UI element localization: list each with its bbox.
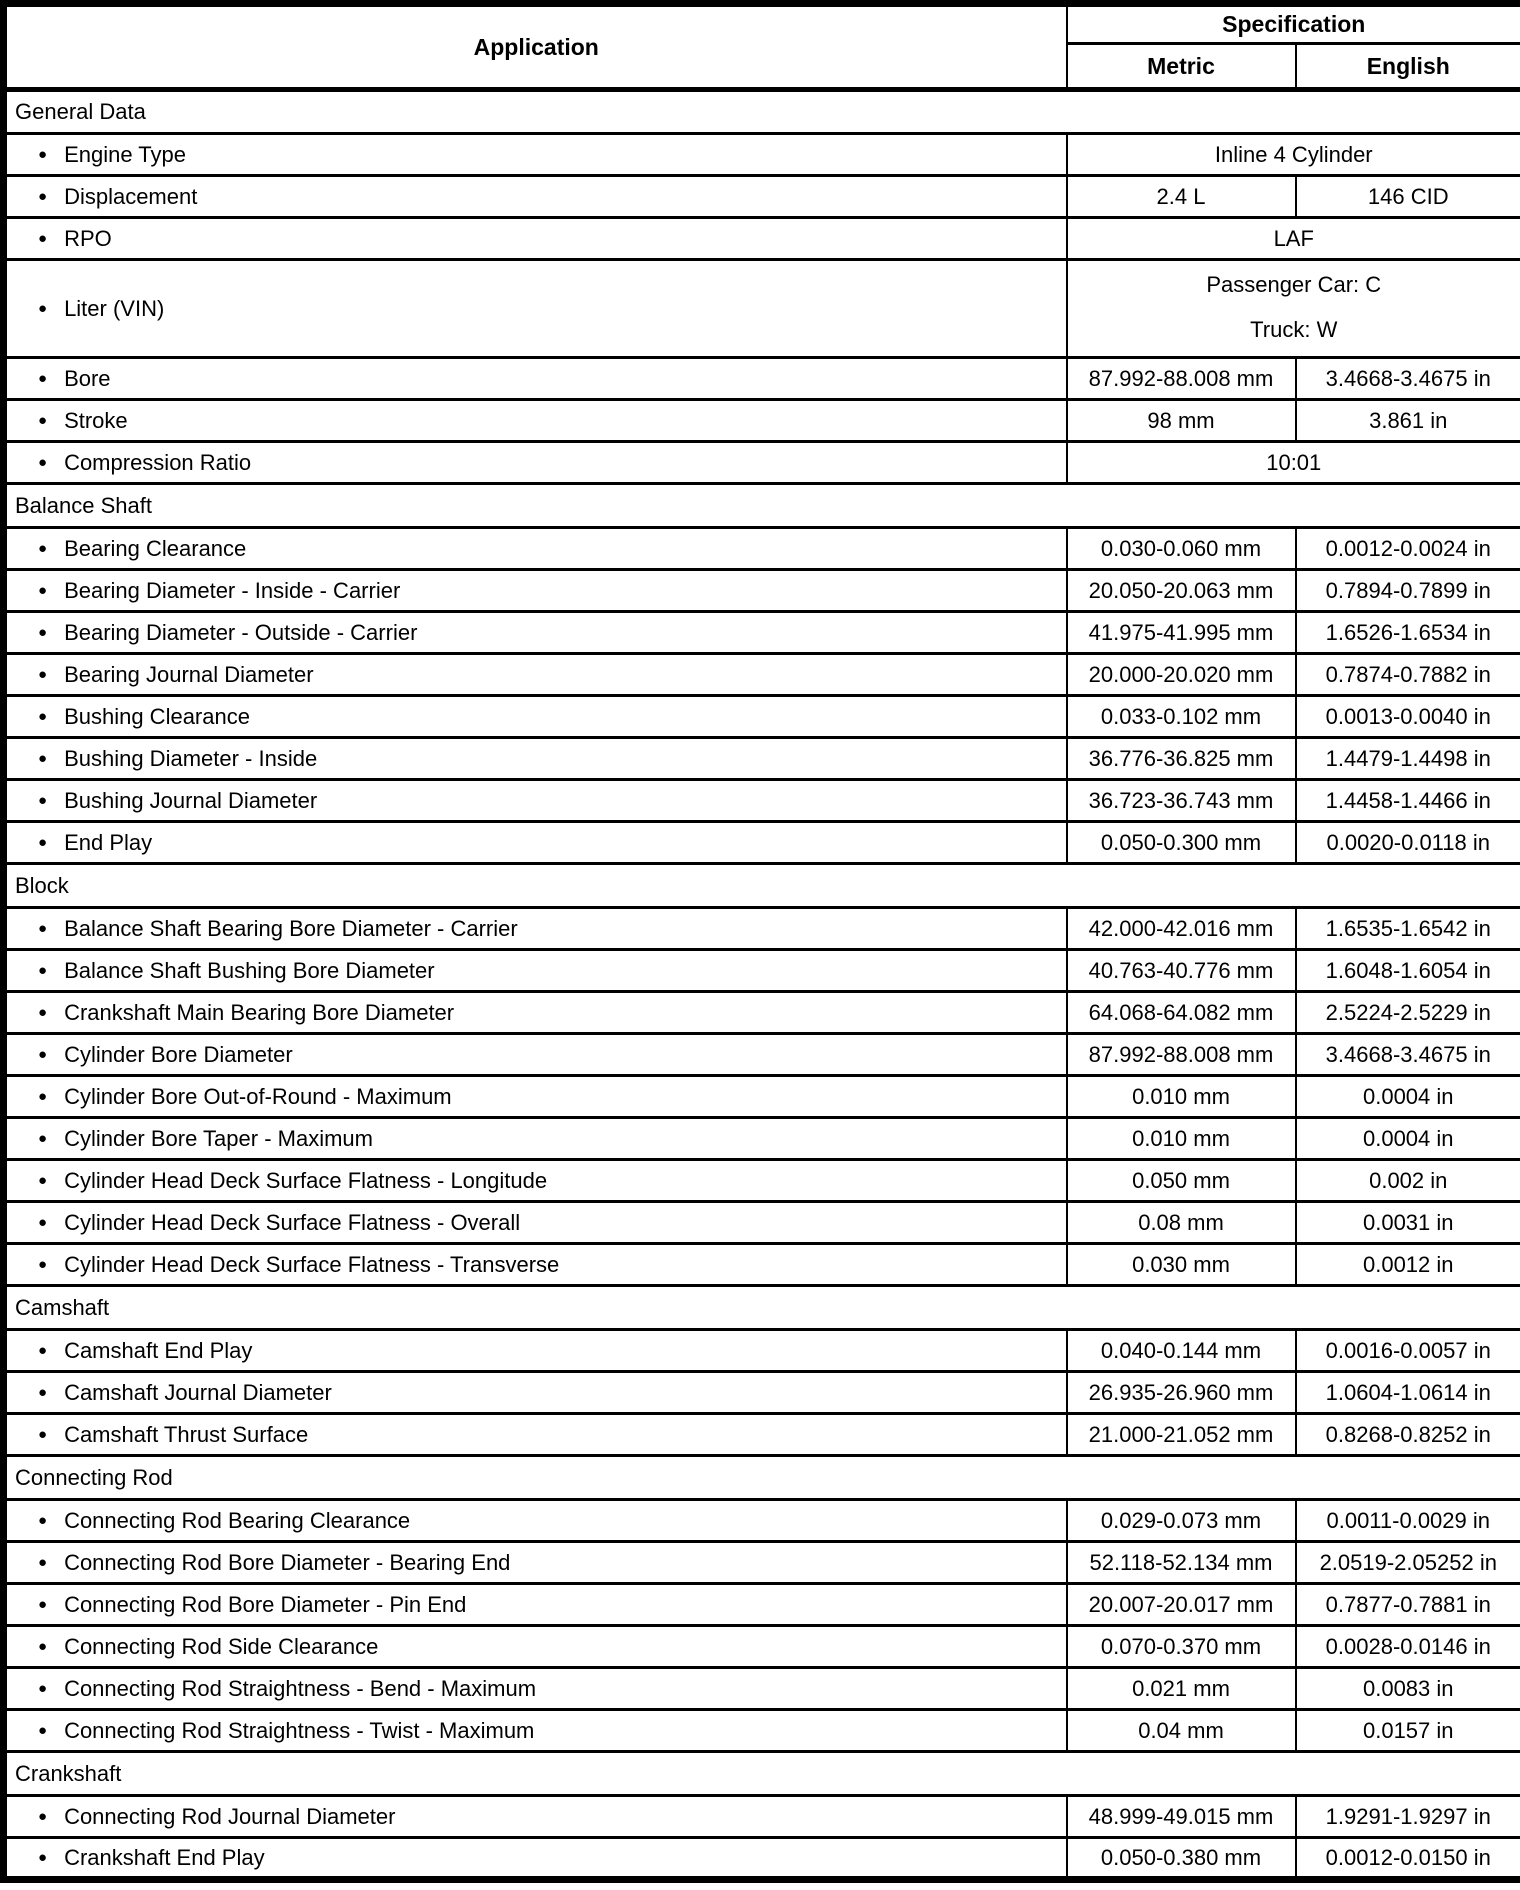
bullet-icon: ● bbox=[38, 1342, 48, 1359]
table-row bbox=[4, 992, 1520, 1034]
metric-value: 0.040-0.144 mm bbox=[1067, 1330, 1296, 1372]
application-cell bbox=[4, 1372, 1067, 1414]
table-row bbox=[4, 780, 1520, 822]
bullet-icon: ● bbox=[38, 370, 48, 387]
table-row bbox=[4, 1626, 1520, 1668]
application-label: Bushing Journal Diameter bbox=[64, 787, 318, 813]
table-row bbox=[4, 1202, 1520, 1244]
metric-value: 0.070-0.370 mm bbox=[1067, 1626, 1296, 1668]
english-value: 1.0604-1.0614 in bbox=[1296, 1372, 1520, 1414]
bullet-icon: ● bbox=[38, 1130, 48, 1147]
metric-value: 0.021 mm bbox=[1067, 1668, 1296, 1710]
application-cell bbox=[4, 1796, 1067, 1838]
application-label: Cylinder Head Deck Surface Flatness - Overall bbox=[64, 1209, 521, 1235]
metric-value: 0.04 mm bbox=[1067, 1710, 1296, 1752]
english-value: 0.0031 in bbox=[1296, 1202, 1520, 1244]
application-label: Cylinder Bore Out-of-Round - Maximum bbox=[64, 1083, 452, 1109]
application-label: Cylinder Head Deck Surface Flatness - Transverse bbox=[64, 1251, 560, 1277]
application-cell bbox=[4, 1584, 1067, 1626]
application-cell bbox=[4, 528, 1067, 570]
section-title: Block bbox=[4, 864, 1520, 908]
application-label: Camshaft End Play bbox=[64, 1337, 253, 1363]
table-row bbox=[4, 1584, 1520, 1626]
application-label: Camshaft Thrust Surface bbox=[64, 1421, 309, 1447]
english-value: 3.4668-3.4675 in bbox=[1296, 1034, 1520, 1076]
section-row bbox=[4, 1286, 1520, 1330]
application-cell bbox=[4, 612, 1067, 654]
bullet-icon: ● bbox=[38, 1004, 48, 1021]
application-cell bbox=[4, 400, 1067, 442]
application-label: Liter (VIN) bbox=[64, 295, 165, 321]
table-row bbox=[4, 908, 1520, 950]
table-row bbox=[4, 612, 1520, 654]
metric-value: 21.000-21.052 mm bbox=[1067, 1414, 1296, 1456]
table-row bbox=[4, 134, 1520, 176]
metric-value: 36.776-36.825 mm bbox=[1067, 738, 1296, 780]
table-row bbox=[4, 1710, 1520, 1752]
application-label: Connecting Rod Bore Diameter - Pin End bbox=[64, 1591, 467, 1617]
application-cell bbox=[4, 1244, 1067, 1286]
english-value: 1.4458-1.4466 in bbox=[1296, 780, 1520, 822]
application-cell bbox=[4, 1626, 1067, 1668]
bullet-icon: ● bbox=[38, 1256, 48, 1273]
table-row bbox=[4, 1500, 1520, 1542]
bullet-icon: ● bbox=[38, 1426, 48, 1443]
metric-value: 42.000-42.016 mm bbox=[1067, 908, 1296, 950]
application-label: Compression Ratio bbox=[64, 449, 252, 475]
application-cell bbox=[4, 822, 1067, 864]
bullet-icon: ● bbox=[38, 146, 48, 163]
application-label: Bushing Diameter - Inside bbox=[64, 745, 318, 771]
application-label: Bearing Journal Diameter bbox=[64, 661, 314, 687]
bullet-icon: ● bbox=[38, 188, 48, 205]
metric-value: 64.068-64.082 mm bbox=[1067, 992, 1296, 1034]
english-value: 0.0157 in bbox=[1296, 1710, 1520, 1752]
bullet-icon: ● bbox=[38, 1512, 48, 1529]
application-label: Camshaft Journal Diameter bbox=[64, 1379, 332, 1405]
table-row bbox=[4, 1076, 1520, 1118]
application-cell bbox=[4, 176, 1067, 218]
application-label: RPO bbox=[64, 225, 112, 251]
application-cell bbox=[4, 1034, 1067, 1076]
bullet-icon: ● bbox=[38, 792, 48, 809]
table-row bbox=[4, 1160, 1520, 1202]
specification-value-multiline bbox=[1067, 260, 1520, 358]
application-label: Stroke bbox=[64, 407, 128, 433]
table-row bbox=[4, 738, 1520, 780]
section-title: Balance Shaft bbox=[4, 484, 1520, 528]
english-value: 2.5224-2.5229 in bbox=[1296, 992, 1520, 1034]
application-label: Balance Shaft Bushing Bore Diameter bbox=[64, 957, 435, 983]
bullet-icon: ● bbox=[38, 624, 48, 641]
table-row bbox=[4, 218, 1520, 260]
english-value: 0.0012-0.0024 in bbox=[1296, 528, 1520, 570]
application-label: Bearing Diameter - Outside - Carrier bbox=[64, 619, 418, 645]
application-cell bbox=[4, 442, 1067, 484]
table-row bbox=[4, 176, 1520, 218]
application-cell bbox=[4, 218, 1067, 260]
bullet-icon: ● bbox=[38, 1680, 48, 1697]
english-value: 0.8268-0.8252 in bbox=[1296, 1414, 1520, 1456]
bullet-icon: ● bbox=[38, 1722, 48, 1739]
application-label: Connecting Rod Bearing Clearance bbox=[64, 1507, 411, 1533]
bullet-icon: ● bbox=[38, 582, 48, 599]
metric-value: 0.010 mm bbox=[1067, 1118, 1296, 1160]
english-value: 0.0020-0.0118 in bbox=[1296, 822, 1520, 864]
bullet-icon: ● bbox=[38, 1384, 48, 1401]
table-row bbox=[4, 1372, 1520, 1414]
application-cell bbox=[4, 1668, 1067, 1710]
section-title: Crankshaft bbox=[4, 1752, 1520, 1796]
application-label: Connecting Rod Straightness - Bend - Maximum bbox=[64, 1675, 537, 1701]
metric-value: 20.007-20.017 mm bbox=[1067, 1584, 1296, 1626]
metric-value: 52.118-52.134 mm bbox=[1067, 1542, 1296, 1584]
metric-value: 20.050-20.063 mm bbox=[1067, 570, 1296, 612]
column-header-specification: Specification bbox=[1067, 4, 1520, 44]
section-row bbox=[4, 864, 1520, 908]
english-value: 1.6526-1.6534 in bbox=[1296, 612, 1520, 654]
application-label: Crankshaft End Play bbox=[64, 1844, 265, 1870]
table-row bbox=[4, 400, 1520, 442]
bullet-icon: ● bbox=[38, 750, 48, 767]
bullet-icon: ● bbox=[38, 300, 48, 317]
section-title: General Data bbox=[4, 90, 1520, 134]
table-row bbox=[4, 1668, 1520, 1710]
bullet-icon: ● bbox=[38, 454, 48, 471]
column-header-metric: Metric bbox=[1067, 44, 1296, 90]
application-cell bbox=[4, 738, 1067, 780]
metric-value: 0.029-0.073 mm bbox=[1067, 1500, 1296, 1542]
english-value: 0.0012-0.0150 in bbox=[1296, 1838, 1520, 1880]
english-value: 0.0004 in bbox=[1296, 1118, 1520, 1160]
application-cell bbox=[4, 1202, 1067, 1244]
application-label: End Play bbox=[64, 829, 153, 855]
application-label: Connecting Rod Bore Diameter - Bearing End bbox=[64, 1549, 511, 1575]
specification-value-line: Passenger Car: C bbox=[1206, 271, 1382, 297]
application-cell bbox=[4, 950, 1067, 992]
metric-value: 87.992-88.008 mm bbox=[1067, 358, 1296, 400]
application-label: Connecting Rod Straightness - Twist - Maximum bbox=[64, 1717, 535, 1743]
application-cell bbox=[4, 908, 1067, 950]
bullet-icon: ● bbox=[38, 834, 48, 851]
application-cell bbox=[4, 1542, 1067, 1584]
specification-value-span: 10:01 bbox=[1067, 442, 1520, 484]
english-value: 0.0013-0.0040 in bbox=[1296, 696, 1520, 738]
table-row bbox=[4, 1330, 1520, 1372]
english-value: 0.0004 in bbox=[1296, 1076, 1520, 1118]
bullet-icon: ● bbox=[38, 1214, 48, 1231]
section-title: Camshaft bbox=[4, 1286, 1520, 1330]
english-value: 0.0083 in bbox=[1296, 1668, 1520, 1710]
application-label: Connecting Rod Side Clearance bbox=[64, 1633, 379, 1659]
specification-value-span: Inline 4 Cylinder bbox=[1067, 134, 1520, 176]
english-value: 0.7894-0.7899 in bbox=[1296, 570, 1520, 612]
application-cell bbox=[4, 992, 1067, 1034]
table-row bbox=[4, 442, 1520, 484]
section-title: Connecting Rod bbox=[4, 1456, 1520, 1500]
table-row bbox=[4, 822, 1520, 864]
bullet-icon: ● bbox=[38, 1172, 48, 1189]
application-label: Bore bbox=[64, 365, 111, 391]
table-row bbox=[4, 1034, 1520, 1076]
application-cell bbox=[4, 1414, 1067, 1456]
metric-value: 0.010 mm bbox=[1067, 1076, 1296, 1118]
metric-value: 98 mm bbox=[1067, 400, 1296, 442]
metric-value: 87.992-88.008 mm bbox=[1067, 1034, 1296, 1076]
application-cell bbox=[4, 1330, 1067, 1372]
table-row bbox=[4, 696, 1520, 738]
table-row bbox=[4, 1244, 1520, 1286]
section-row bbox=[4, 1752, 1520, 1796]
application-label: Cylinder Bore Taper - Maximum bbox=[64, 1125, 373, 1151]
application-label: Bushing Clearance bbox=[64, 703, 250, 729]
bullet-icon: ● bbox=[38, 230, 48, 247]
application-label: Cylinder Head Deck Surface Flatness - Longitude bbox=[64, 1167, 548, 1193]
column-header-english: English bbox=[1296, 44, 1520, 90]
metric-value: 0.050-0.380 mm bbox=[1067, 1838, 1296, 1880]
bullet-icon: ● bbox=[38, 1808, 48, 1825]
application-cell bbox=[4, 696, 1067, 738]
table-row bbox=[4, 1796, 1520, 1838]
bullet-icon: ● bbox=[38, 1596, 48, 1613]
table-row bbox=[4, 1838, 1520, 1880]
metric-value: 26.935-26.960 mm bbox=[1067, 1372, 1296, 1414]
metric-value: 0.050 mm bbox=[1067, 1160, 1296, 1202]
english-value: 3.861 in bbox=[1296, 400, 1520, 442]
application-label: Cylinder Bore Diameter bbox=[64, 1041, 293, 1067]
application-cell bbox=[4, 260, 1067, 358]
column-header-application: Application bbox=[4, 4, 1067, 90]
section-row bbox=[4, 1456, 1520, 1500]
application-label: Balance Shaft Bearing Bore Diameter - Carrier bbox=[64, 915, 518, 941]
section-row bbox=[4, 90, 1520, 134]
application-cell bbox=[4, 1500, 1067, 1542]
application-label: Connecting Rod Journal Diameter bbox=[64, 1803, 396, 1829]
metric-value: 36.723-36.743 mm bbox=[1067, 780, 1296, 822]
bullet-icon: ● bbox=[38, 412, 48, 429]
bullet-icon: ● bbox=[38, 1088, 48, 1105]
table-row bbox=[4, 654, 1520, 696]
english-value: 3.4668-3.4675 in bbox=[1296, 358, 1520, 400]
english-value: 1.9291-1.9297 in bbox=[1296, 1796, 1520, 1838]
metric-value: 20.000-20.020 mm bbox=[1067, 654, 1296, 696]
metric-value: 40.763-40.776 mm bbox=[1067, 950, 1296, 992]
application-label: Bearing Clearance bbox=[64, 535, 247, 561]
english-value: 0.0012 in bbox=[1296, 1244, 1520, 1286]
specification-value-line: Truck: W bbox=[1250, 317, 1338, 343]
english-value: 2.0519-2.05252 in bbox=[1296, 1542, 1520, 1584]
metric-value: 48.999-49.015 mm bbox=[1067, 1796, 1296, 1838]
english-value: 0.002 in bbox=[1296, 1160, 1520, 1202]
table-row bbox=[4, 570, 1520, 612]
application-cell bbox=[4, 570, 1067, 612]
metric-value: 0.030 mm bbox=[1067, 1244, 1296, 1286]
bullet-icon: ● bbox=[38, 1554, 48, 1571]
english-value: 0.0028-0.0146 in bbox=[1296, 1626, 1520, 1668]
english-value: 0.0016-0.0057 in bbox=[1296, 1330, 1520, 1372]
bullet-icon: ● bbox=[38, 666, 48, 683]
application-cell bbox=[4, 1118, 1067, 1160]
specification-value-span: LAF bbox=[1067, 218, 1520, 260]
english-value: 1.6535-1.6542 in bbox=[1296, 908, 1520, 950]
english-value: 0.7877-0.7881 in bbox=[1296, 1584, 1520, 1626]
table-row bbox=[4, 358, 1520, 400]
english-value: 1.6048-1.6054 in bbox=[1296, 950, 1520, 992]
english-value: 1.4479-1.4498 in bbox=[1296, 738, 1520, 780]
bullet-icon: ● bbox=[38, 962, 48, 979]
metric-value: 2.4 L bbox=[1067, 176, 1296, 218]
table-row bbox=[4, 950, 1520, 992]
bullet-icon: ● bbox=[38, 920, 48, 937]
table-row bbox=[4, 528, 1520, 570]
bullet-icon: ● bbox=[38, 540, 48, 557]
application-cell bbox=[4, 134, 1067, 176]
application-cell bbox=[4, 358, 1067, 400]
section-row bbox=[4, 484, 1520, 528]
bullet-icon: ● bbox=[38, 708, 48, 725]
table-row bbox=[4, 1414, 1520, 1456]
table-header bbox=[4, 4, 1520, 90]
application-label: Engine Type bbox=[64, 141, 186, 167]
application-cell bbox=[4, 1160, 1067, 1202]
table-row bbox=[4, 260, 1520, 358]
metric-value: 0.08 mm bbox=[1067, 1202, 1296, 1244]
application-cell bbox=[4, 654, 1067, 696]
bullet-icon: ● bbox=[38, 1046, 48, 1063]
application-cell bbox=[4, 1838, 1067, 1880]
application-cell bbox=[4, 780, 1067, 822]
english-value: 0.7874-0.7882 in bbox=[1296, 654, 1520, 696]
application-cell bbox=[4, 1710, 1067, 1752]
metric-value: 0.030-0.060 mm bbox=[1067, 528, 1296, 570]
application-label: Displacement bbox=[64, 183, 198, 209]
bullet-icon: ● bbox=[38, 1638, 48, 1655]
application-label: Bearing Diameter - Inside - Carrier bbox=[64, 577, 401, 603]
table-row bbox=[4, 1542, 1520, 1584]
english-value: 0.0011-0.0029 in bbox=[1296, 1500, 1520, 1542]
metric-value: 0.033-0.102 mm bbox=[1067, 696, 1296, 738]
english-value: 146 CID bbox=[1296, 176, 1520, 218]
metric-value: 0.050-0.300 mm bbox=[1067, 822, 1296, 864]
bullet-icon: ● bbox=[38, 1849, 48, 1866]
table-body bbox=[4, 90, 1520, 1880]
application-cell bbox=[4, 1076, 1067, 1118]
application-label: Crankshaft Main Bearing Bore Diameter bbox=[64, 999, 455, 1025]
metric-value: 41.975-41.995 mm bbox=[1067, 612, 1296, 654]
table-row bbox=[4, 1118, 1520, 1160]
